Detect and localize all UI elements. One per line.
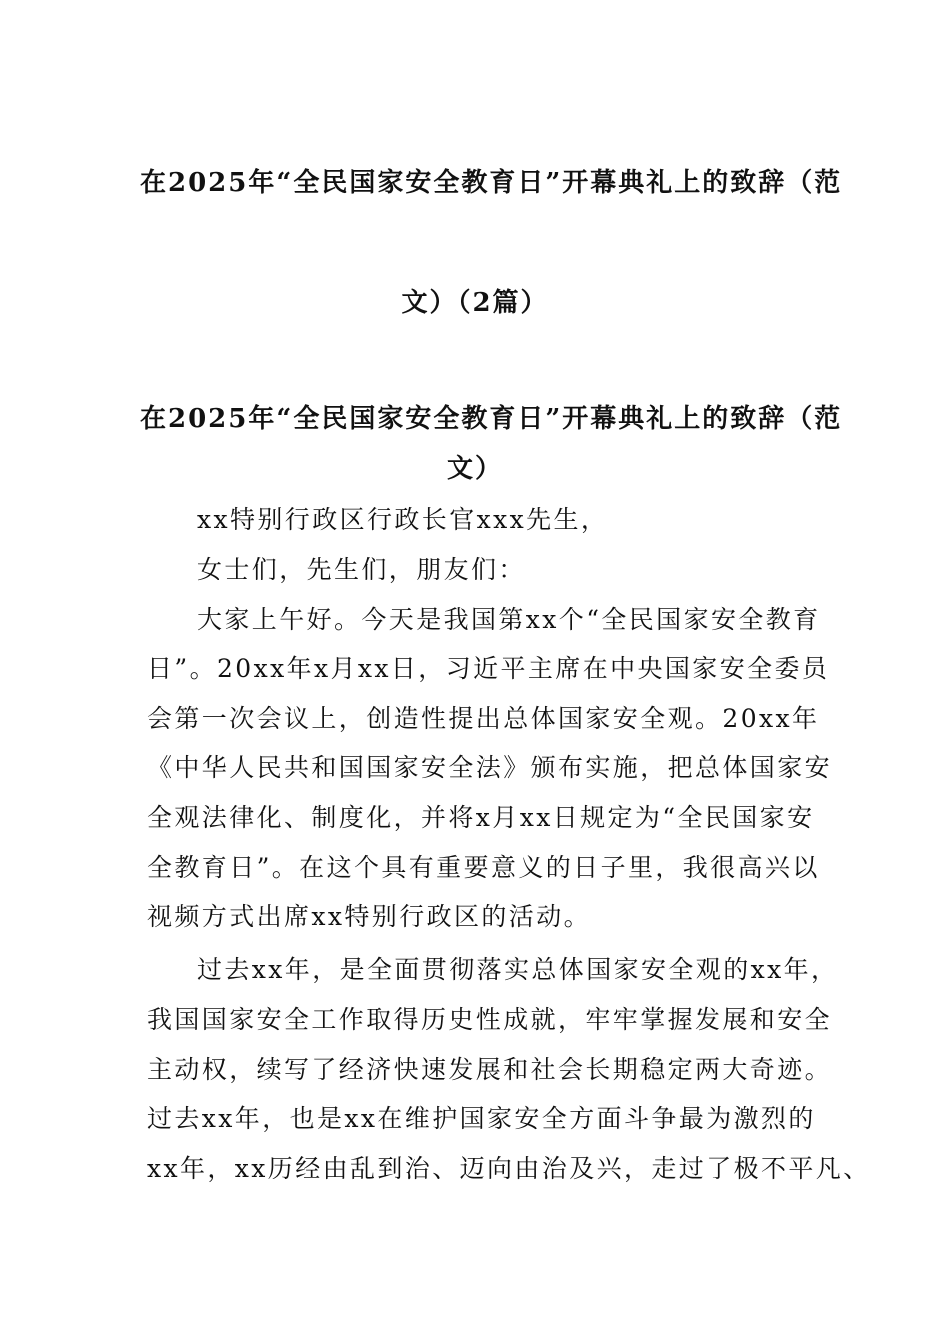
document-title-line-2: 文）（2篇） bbox=[401, 288, 549, 318]
body-text-line: 全教育日”。在这个具有重要意义的日子里，我很高兴以 bbox=[147, 853, 820, 882]
body-text-line: 视频方式出席xx特别行政区的活动。 bbox=[147, 902, 591, 931]
greeting-line: 女士们，先生们，朋友们： bbox=[197, 555, 526, 584]
section-title-line-2: 文） bbox=[446, 454, 503, 484]
salutation-line: xx特别行政区行政长官xxx先生， bbox=[197, 505, 609, 534]
body-text-line: 全观法律化、制度化，并将x月xx日规定为“全民国家安 bbox=[147, 803, 815, 832]
body-text-line: 过去xx年，是全面贯彻落实总体国家安全观的xx年， bbox=[197, 955, 839, 984]
body-text-line: 过去xx年，也是xx在维护国家安全方面斗争最为激烈的 bbox=[147, 1104, 816, 1133]
body-text-line: 我国国家安全工作取得历史性成就，牢牢掌握发展和安全 bbox=[147, 1005, 833, 1034]
body-text-line: xx年，xx历经由乱到治、迈向由治及兴，走过了极不平凡、 bbox=[147, 1154, 871, 1183]
section-title-line-1: 在2025年“全民国家安全教育日”开幕典礼上的致辞（范 bbox=[140, 404, 843, 434]
body-text-line: 大家上午好。今天是我国第xx个“全民国家安全教育 bbox=[197, 605, 821, 634]
body-text-line: 主动权，续写了经济快速发展和社会长期稳定两大奇迹。 bbox=[147, 1055, 833, 1084]
body-text-line: 日”。20xx年x月xx日，习近平主席在中央国家安全委员 bbox=[147, 654, 830, 683]
document-title-line-1: 在2025年“全民国家安全教育日”开幕典礼上的致辞（范 bbox=[140, 168, 843, 198]
body-text-line: 《中华人民共和国国家安全法》颁布实施，把总体国家安 bbox=[147, 753, 833, 782]
body-text-line: 会第一次会议上，创造性提出总体国家安全观。20xx年 bbox=[147, 704, 820, 733]
